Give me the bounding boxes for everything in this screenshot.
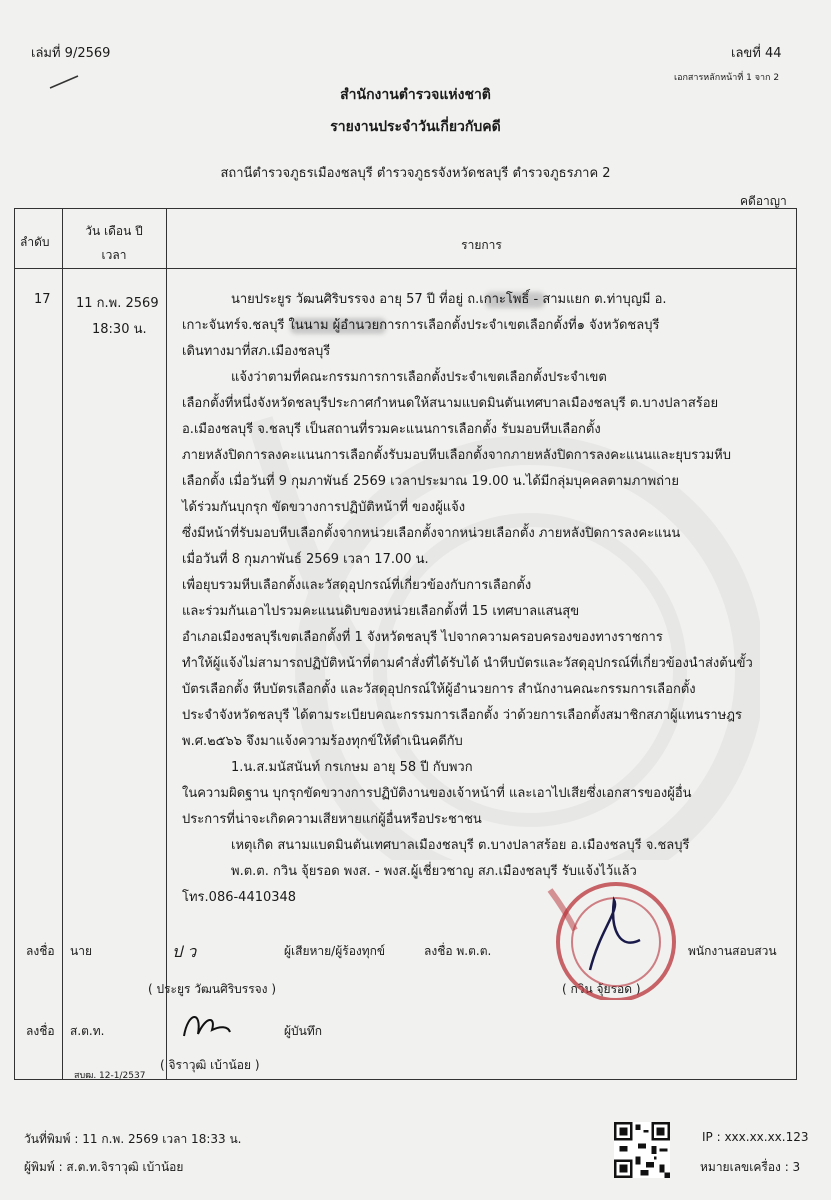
- body-line: ทำให้ผู้แจ้งไม่สามารถปฏิบัติหน้าที่ตามคำสั่งที่ได้รับได้ นำหีบบัตรและวัสดุอุปกรณ์ที่เกี่ยวข้องนำส่งต้นขั้ว: [182, 656, 753, 671]
- body-line: ประจำจังหวัดชลบุรี ได้ตามระเบียบคณะกรรมการเลือกตั้ง ว่าด้วยการเลือกตั้งสมาชิกสภาผู้แทนราษฎร: [182, 708, 743, 723]
- column-header-time: เวลา: [101, 248, 127, 262]
- document-number: เลขที่ 44: [731, 46, 782, 61]
- investigator-name: ( กวิน จุ้ยรอด ): [562, 982, 641, 996]
- complainant-name: ( ประยูร วัฒนศิริบรรจง ): [148, 982, 277, 996]
- body-line: ซึ่งมีหน้าที่รับมอบหีบเลือกตั้งจากหน่วยเลือกตั้งจากหน่วยเลือกตั้ง ภายหลังปิดการลงคะแนน: [182, 526, 681, 541]
- body-line: บัตรเลือกตั้ง หีบบัตรเลือกตั้ง และวัสดุอุปกรณ์ให้ผู้อำนวยการ สำนักงานคณะกรรมการเลือกตั้ง: [182, 682, 696, 697]
- body-line: เหตุเกิด สนามแบดมินตันเทศบาลเมืองชลบุรี ต.บางปลาสร้อย อ.เมืองชลบุรี จ.ชลบุรี: [231, 838, 690, 853]
- book-number: เล่มที่ 9/2569: [31, 46, 111, 61]
- column-header-order: ลำดับ: [20, 235, 50, 249]
- body-line: ได้ร่วมกันบุกรุก ขัดขวางการปฏิบัติหน้าที่ ของผู้แจ้ง: [182, 500, 466, 515]
- body-line: อำเภอเมืองชลบุรีเขตเลือกตั้งที่ 1 จังหวัดชลบุรี ไปจากความครอบครองของทางราชการ: [182, 630, 663, 645]
- body-line: แจ้งว่าตามที่คณะกรรมการการเลือกตั้งประจำเขตเลือกตั้งประจำเขต: [231, 370, 607, 385]
- station-name: สถานีตำรวจภูธรเมืองชลบุรี ตำรวจภูธรจังหวัดชลบุรี ตำรวจภูธรภาค 2: [220, 166, 611, 181]
- complainant-role: ผู้เสียหาย/ผู้ร้องทุกข์: [284, 944, 386, 958]
- print-date: วันที่พิมพ์ : 11 ก.พ. 2569 เวลา 18:33 น.: [24, 1132, 242, 1146]
- case-type: คดีอาญา: [740, 194, 787, 208]
- investigator-role: พนักงานสอบสวน: [688, 944, 777, 958]
- official-seal: [520, 870, 700, 1000]
- printed-by: ผู้พิมพ์ : ส.ต.ท.จิราวุฒิ เบ้าน้อย: [24, 1160, 184, 1174]
- body-line: 1.น.ส.มนัสนันท์ กรเกษม อายุ 58 ปี กับพวก: [231, 760, 473, 775]
- entry-date: 11 ก.พ. 2569: [76, 296, 159, 311]
- column-header-date: วัน เดือน ปี: [85, 224, 143, 238]
- body-line: นายประยูร วัฒนศิริบรรจง อายุ 57 ปี ที่อยู่ ถ.เกาะโพธิ์ - สามแยก ต.ท่าบุญมี อ.: [231, 292, 667, 307]
- column-header-details: รายการ: [461, 238, 502, 252]
- body-line: เลือกตั้งที่หนึ่งจังหวัดชลบุรีประกาศกำหนดให้สนามแบดมินตันเทศบาลเมืองชลบุรี ต.บางปลาสร้อย: [182, 396, 719, 411]
- body-line: เดินทางมาที่สภ.เมืองชลบุรี: [182, 344, 331, 359]
- body-line: เมื่อวันที่ 8 กุมภาพันธ์ 2569 เวลา 17.00 น.: [182, 552, 429, 567]
- sign-label-recorder: ลงชื่อ: [26, 1024, 55, 1038]
- body-line: ภายหลังปิดการลงคะแนนการเลือกตั้งรับมอบหีบเลือกตั้งจากภายหลังปิดการลงคะแนนและยุบรวมหีบ: [182, 448, 731, 463]
- body-line: พ.ศ.๒๕๖๖ จึงมาแจ้งความร้องทุกข์ให้ดำเนินคดีกับ: [182, 734, 463, 749]
- ip-address: IP : xxx.xx.xx.123: [702, 1130, 809, 1144]
- body-line: โทร.086-4410348: [182, 890, 297, 905]
- table-header-divider: [14, 268, 797, 269]
- page-reference: เอกสารหลักหน้าที่ 1 จาก 2: [674, 73, 780, 83]
- body-line: เพื่อยุบรวมหีบเลือกตั้งและวัสดุอุปกรณ์ที่เกี่ยวข้องกับการเลือกตั้ง: [182, 578, 532, 593]
- body-line: ประการที่น่าจะเกิดความเสียหายแก่ผู้อื่นหรือประชาชน: [182, 812, 482, 827]
- body-line: เลือกตั้ง เมื่อวันที่ 9 กุมภาพันธ์ 2569 เวลาประมาณ 19.00 น.ได้มีกลุ่มบุคคลตามภาพถ่าย: [182, 474, 679, 489]
- entry-time: 18:30 น.: [92, 322, 147, 337]
- body-line: และร่วมกันเอาไปรวมคะแนนดิบของหน่วยเลือกตั้งที่ 15 เทศบาลแสนสุข: [182, 604, 580, 619]
- recorder-role: ผู้บันทึก: [284, 1024, 323, 1038]
- complainant-signature: ป ว: [172, 942, 197, 961]
- column-divider: [166, 208, 167, 1080]
- body-line: เกาะจันทร์จ.ชลบุรี ในนาม ผู้อำนวยการการเลือกตั้งประจำเขตเลือกตั้งที่๑ จังหวัดชลบุรี: [182, 318, 660, 333]
- report-title: รายงานประจำวันเกี่ยวกับคดี: [330, 119, 501, 135]
- body-line: พ.ต.ต. กวิน จุ้ยรอด พงส. - พงส.ผู้เชี่ยวชาญ สภ.เมืองชลบุรี รับแจ้งไว้แล้ว: [231, 864, 637, 879]
- machine-number: หมายเลขเครื่อง : 3: [700, 1160, 801, 1174]
- recorder-name: ( จิราวุฒิ เบ้าน้อย ): [160, 1058, 260, 1072]
- body-line: ในความผิดฐาน บุกรุกขัดขวางการปฏิบัติงานของเจ้าหน้าที่ และเอาไปเสียซึ่งเอกสารของผู้อื่น: [182, 786, 692, 801]
- entry-number: 17: [34, 292, 51, 307]
- qr-code: [614, 1122, 670, 1178]
- body-line: อ.เมืองชลบุรี จ.ชลบุรี เป็นสถานที่รวมคะแนนการเลือกตั้ง รับมอบหีบเลือกตั้ง: [182, 422, 601, 437]
- recorder-signature: [176, 1006, 236, 1046]
- recorder-title: ส.ต.ท.: [70, 1024, 105, 1038]
- complainant-title: นาย: [70, 944, 92, 958]
- agency-title: สำนักงานตำรวจแห่งชาติ: [340, 87, 491, 103]
- sign-label-complainant: ลงชื่อ: [26, 944, 55, 958]
- sign-label-investigator: ลงชื่อ พ.ต.ต.: [424, 944, 492, 958]
- form-code: สบฒ. 12-1/2537: [74, 1071, 146, 1081]
- column-divider: [62, 208, 63, 1080]
